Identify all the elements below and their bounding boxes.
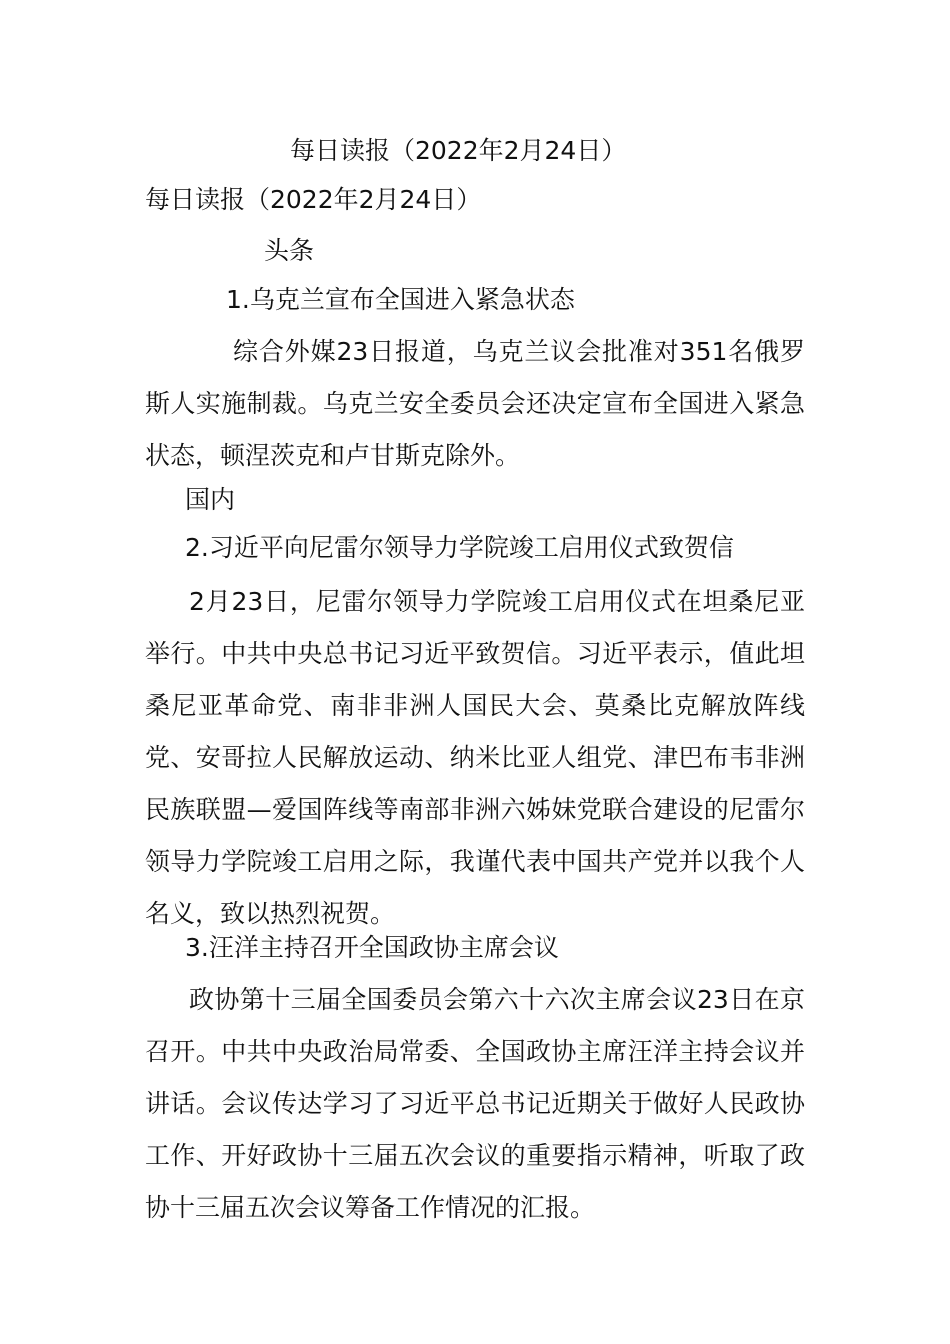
article-3-heading: 3.汪洋主持召开全国政协主席会议	[185, 933, 559, 962]
document-title: 每日读报（2022年2月24日）	[290, 136, 627, 165]
document-subtitle: 每日读报（2022年2月24日）	[145, 185, 482, 214]
article-3-body: 政协第十三届全国委员会第六十六次主席会议23日在京召开。中共中央政治局常委、全国政协主席汪洋主持会议并讲话。会议传达学习了习近平总书记近期关于做好人民政协工作、开好政协十三届五次会议的重要指示精神，听取了政协十三届五次会议筹备工作情况的汇报。	[145, 985, 805, 1222]
article-2-body: 2月23日，尼雷尔领导力学院竣工启用仪式在坦桑尼亚举行。中共中央总书记习近平致贺信。习近平表示，值此坦桑尼亚革命党、南非非洲人国民大会、莫桑比克解放阵线党、安哥拉人民解放运动、纳米比亚人组党、津巴布韦非洲民族联盟—爱国阵线等南部非洲六姊妹党联合建设的尼雷尔领导力学院竣工启用之际，我谨代表中国共产党并以我个人名义，致以热烈祝贺。	[145, 587, 805, 928]
article-1-body: 综合外媒23日报道，乌克兰议会批准对351名俄罗斯人实施制裁。乌克兰安全委员会还决定宣布全国进入紧急状态，顿涅茨克和卢甘斯克除外。	[145, 337, 805, 470]
article-2-heading: 2.习近平向尼雷尔领导力学院竣工启用仪式致贺信	[185, 533, 734, 562]
section-label-domestic: 国内	[185, 485, 236, 514]
article-1-heading: 1.乌克兰宣布全国进入紧急状态	[226, 285, 575, 314]
section-label-headline: 头条	[264, 236, 315, 265]
